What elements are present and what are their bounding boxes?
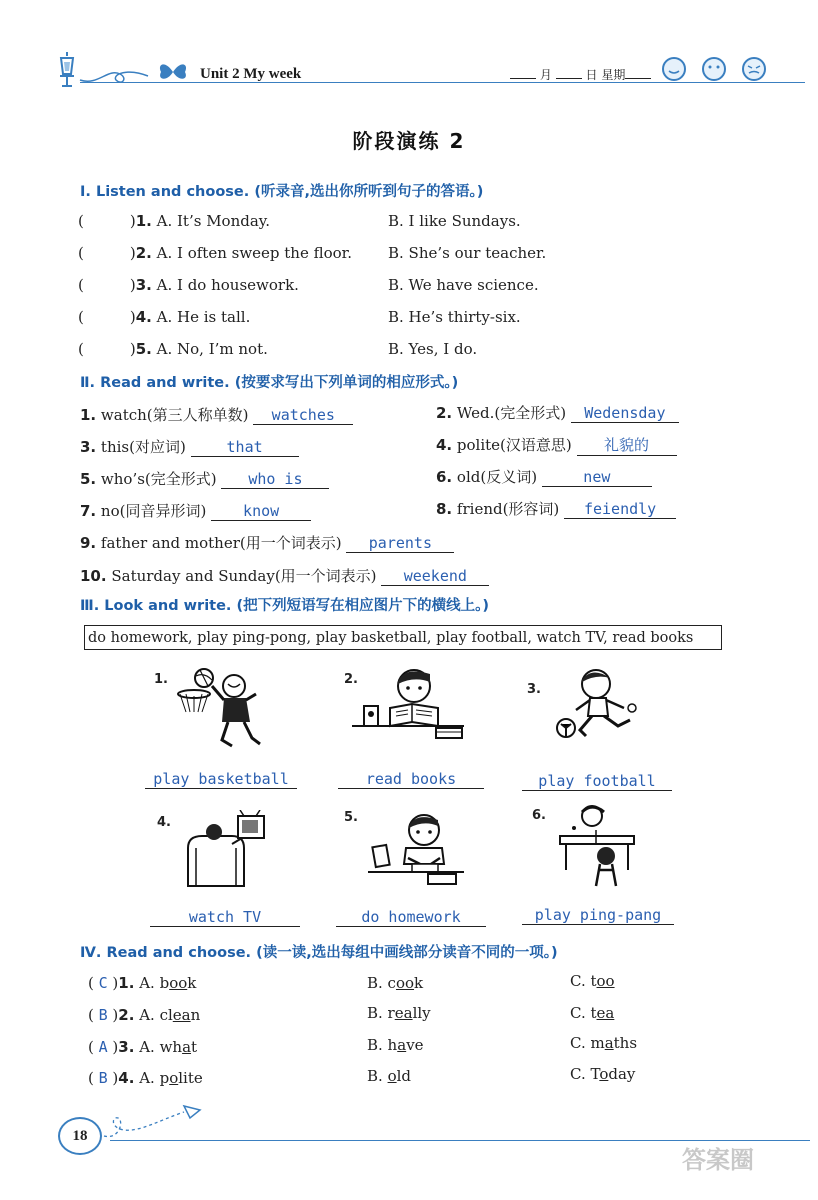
s4-q3-c: C. maths — [570, 1034, 638, 1052]
day-label: 日 — [585, 68, 598, 82]
s4-q1: ( C )1. A. book — [88, 974, 197, 992]
s2-q10: 10. Saturday and Sunday(用一个词表示) weekend — [80, 565, 489, 586]
s1-q5: ( )5. A. No, I’m not. — [78, 340, 268, 358]
s2-q6: 6. old(反义词) new — [436, 466, 652, 487]
football-picture — [552, 664, 642, 744]
basketball-picture — [172, 664, 272, 752]
pic5-number: 5. — [344, 810, 358, 825]
s2-q5-answer: who is — [221, 470, 329, 489]
header-divider — [80, 82, 805, 83]
s2-q5: 5. who’s(完全形式) who is — [80, 468, 329, 489]
s1-q3-b: B. We have science. — [388, 276, 539, 294]
month-label: 月 — [539, 68, 552, 82]
s2-q1: 1. watch(第三人称单数) watches — [80, 404, 353, 425]
watermark: 答案圈 — [682, 1146, 754, 1174]
s1-q4-b: B. He’s thirty-six. — [388, 308, 521, 326]
s4-q4-answer: B — [98, 1069, 108, 1087]
s1-q1-b: B. I like Sundays. — [388, 212, 521, 230]
s2-q7-answer: know — [211, 502, 311, 521]
s2-q9-answer: parents — [346, 534, 454, 553]
weekday-label: 星期 — [601, 68, 626, 82]
s2-q9: 9. father and mother(用一个词表示) parents — [80, 532, 454, 553]
homework-picture — [368, 808, 468, 890]
pic6-answer: play ping-pang — [522, 906, 674, 925]
s4-q4-b: B. old — [367, 1067, 411, 1085]
s4-q1-c: C. too — [570, 972, 615, 990]
section4-title: Ⅳ. Read and choose. (读一读,选出每组中画线部分读音不同的一项。) — [80, 945, 558, 961]
s4-q2-b: B. really — [367, 1004, 431, 1022]
s4-q4-c: C. Today — [570, 1065, 636, 1083]
s1-q2: ( )2. A. I often sweep the floor. — [78, 244, 352, 262]
s4-q2-answer: B — [98, 1006, 108, 1024]
s2-q6-answer: new — [542, 468, 652, 487]
pic3-number: 3. — [527, 682, 541, 697]
section3-title: Ⅲ. Look and write. (把下列短语写在相应图片下的横线上。) — [80, 598, 489, 614]
pic2-number: 2. — [344, 672, 358, 687]
pic1-answer: play basketball — [145, 770, 297, 789]
ping-pong-picture — [556, 800, 641, 890]
s4-q4: ( B )4. A. polite — [88, 1069, 203, 1087]
s4-q3-b: B. have — [367, 1036, 424, 1054]
s2-q4-answer: 礼貌的 — [577, 434, 677, 456]
pic3-answer: play football — [522, 772, 672, 791]
s1-q1: ( )1. A. It’s Monday. — [78, 212, 271, 230]
section1-title: Ⅰ. Listen and choose. (听录音,选出你所听到句子的答语。) — [80, 184, 484, 200]
s2-q3: 3. this(对应词) that — [80, 436, 299, 457]
pic4-number: 4. — [157, 815, 171, 830]
s1-q2-b: B. She’s our teacher. — [388, 244, 547, 262]
date-field — [510, 66, 651, 83]
s4-q1-b: B. cook — [367, 974, 424, 992]
s2-q3-answer: that — [191, 438, 299, 457]
s2-q4: 4. polite(汉语意思) 礼貌的 — [436, 434, 677, 456]
pic2-answer: read books — [338, 770, 484, 789]
watch-tv-picture — [182, 810, 272, 890]
s2-q8-answer: feiendly — [564, 500, 676, 519]
s4-q2-c: C. tea — [570, 1004, 615, 1022]
s2-q2: 2. Wed.(完全形式) Wedensday — [436, 402, 679, 423]
unit-title: Unit 2 My week — [200, 66, 302, 82]
butterfly-icon — [157, 60, 189, 84]
footer-swirl-icon — [100, 1100, 210, 1140]
swirl-decoration-icon — [78, 62, 168, 88]
s4-q3-answer: A — [98, 1038, 108, 1056]
pic5-answer: do homework — [336, 908, 486, 927]
s1-q4: ( )4. A. He is tall. — [78, 308, 251, 326]
s1-q5-b: B. Yes, I do. — [388, 340, 478, 358]
page-title: 阶段演练 2 — [352, 129, 466, 153]
s4-q2: ( B )2. A. clean — [88, 1006, 201, 1024]
s4-q1-answer: C — [98, 974, 108, 992]
page-number: 18 — [58, 1117, 102, 1155]
s2-q1-answer: watches — [253, 406, 353, 425]
s2-q10-answer: weekend — [381, 567, 489, 586]
s2-q8: 8. friend(形容词) feiendly — [436, 498, 676, 519]
s1-q3: ( )3. A. I do housework. — [78, 276, 299, 294]
section2-title: Ⅱ. Read and write. (按要求写出下列单词的相应形式。) — [80, 375, 459, 391]
phrase-box: do homework, play ping-pong, play basketball, play football, watch TV, read books — [84, 625, 722, 650]
pic4-answer: watch TV — [150, 908, 300, 927]
pic6-number: 6. — [532, 808, 546, 823]
pic1-number: 1. — [154, 672, 168, 687]
s4-q3: ( A )3. A. what — [88, 1038, 198, 1056]
s2-q7: 7. no(同音异形词) know — [80, 500, 311, 521]
smiley-faces-icon — [660, 55, 770, 83]
s2-q2-answer: Wedensday — [571, 404, 679, 423]
reading-picture — [352, 664, 467, 746]
